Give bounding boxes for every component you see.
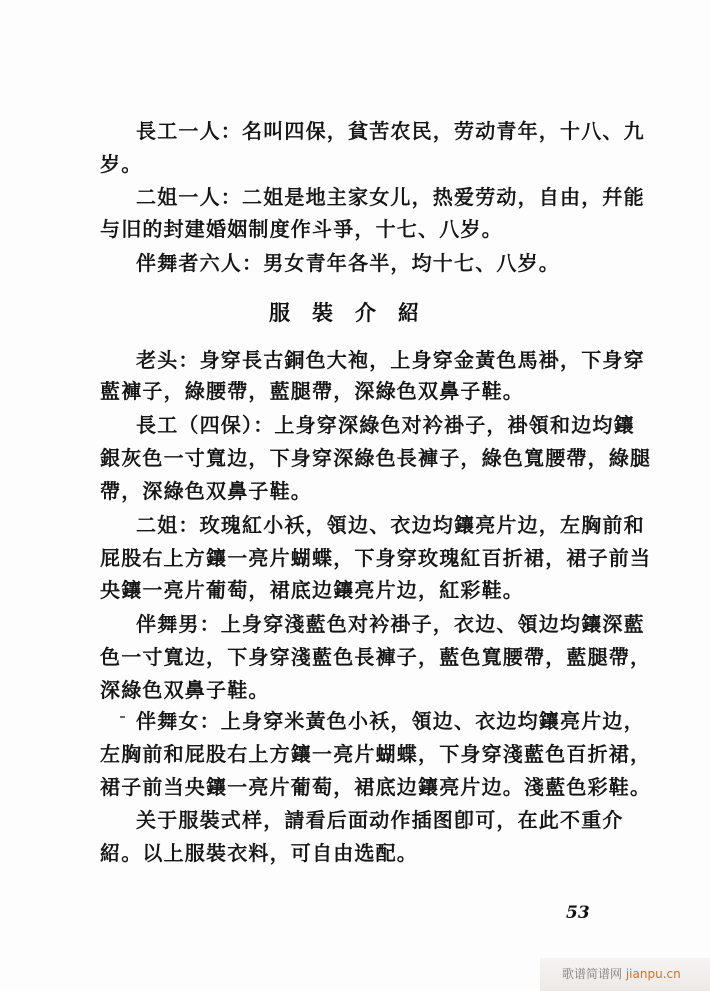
watermark-url: jianpu.cn (625, 967, 681, 981)
costume-laotou-line-2: 藍褲子，綠腰帶，藍腿帶，深綠色双鼻子鞋。 (100, 379, 524, 403)
costume-female-dancer-line-1: 伴舞女：上身穿米黃色小袄，領边、衣边均鑲亮片边， (136, 709, 645, 733)
costume-male-dancer-line-1: 伴舞男：上身穿淺藍色对衿褂子，衣边、領边均鑲深藍 (136, 612, 645, 636)
costume-laotou-line-1: 老头：身穿長古銅色大袍，上身穿金黃色馬褂，下身穿 (136, 348, 645, 372)
costume-erjie-line-1: 二姐：玫瑰紅小袄，領边、衣边均鑲亮片边，左胸前和 (136, 513, 645, 537)
changgong-intro-line-1: 長工一人：名叫四保，貧苦农民，劳动青年，十八、九 (136, 119, 645, 143)
costume-male-dancer-line-3: 深綠色双鼻子鞋。 (100, 678, 270, 702)
costume-erjie-line-3: 央鑲一亮片葡萄，裙底边鑲亮片边，紅彩鞋。 (100, 578, 524, 602)
page-number: 53 (566, 903, 590, 923)
dancers-intro-line-1: 伴舞者六人：男女青年各半，均十七、八岁。 (136, 251, 560, 275)
site-watermark (540, 958, 710, 991)
costume-female-dancer-line-3: 裙子前当央鑲一亮片葡萄，裙底边鑲亮片边。淺藍色彩鞋。 (100, 775, 652, 799)
watermark-site-name: 歌谱简谱网 (562, 967, 623, 981)
costume-male-dancer-line-2: 色一寸寬边，下身穿淺藍色長褲子，藍色寬腰帶，藍腿帶， (100, 645, 652, 669)
costume-note-line-2: 紹。以上服裝衣料，可自由选配。 (100, 841, 418, 865)
costume-note-line-1: 关于服裝式样，請看后面动作插图卽可，在此不重介 (136, 808, 624, 832)
costume-female-dancer-line-2: 左胸前和屁股右上方鑲一亮片蝴蝶，下身穿淺藍色百折裙， (100, 742, 652, 766)
costume-changgong-line-1: 長工（四保）：上身穿深綠色对衿褂子，褂領和边均鑲 (136, 413, 635, 437)
costume-erjie-line-2: 屁股右上方鑲一亮片蝴蝶，下身穿玫瑰紅百折裙，裙子前当 (100, 546, 652, 570)
erjie-intro-line-2: 与旧的封建婚姻制度作斗爭，十七、八岁。 (100, 217, 503, 241)
scan-speck (120, 716, 125, 718)
costume-changgong-line-2: 銀灰色一寸寬边，下身穿深綠色長褲子，綠色寬腰帶，綠腿 (100, 446, 652, 470)
costume-changgong-line-3: 帶，深綠色双鼻子鞋。 (100, 479, 312, 503)
changgong-intro-line-2: 岁。 (100, 152, 143, 176)
section-heading-costumes: 服裝介紹 (269, 300, 441, 325)
erjie-intro-line-1: 二姐一人：二姐是地主家女儿，热爱劳动，自由，幷能 (136, 185, 645, 209)
